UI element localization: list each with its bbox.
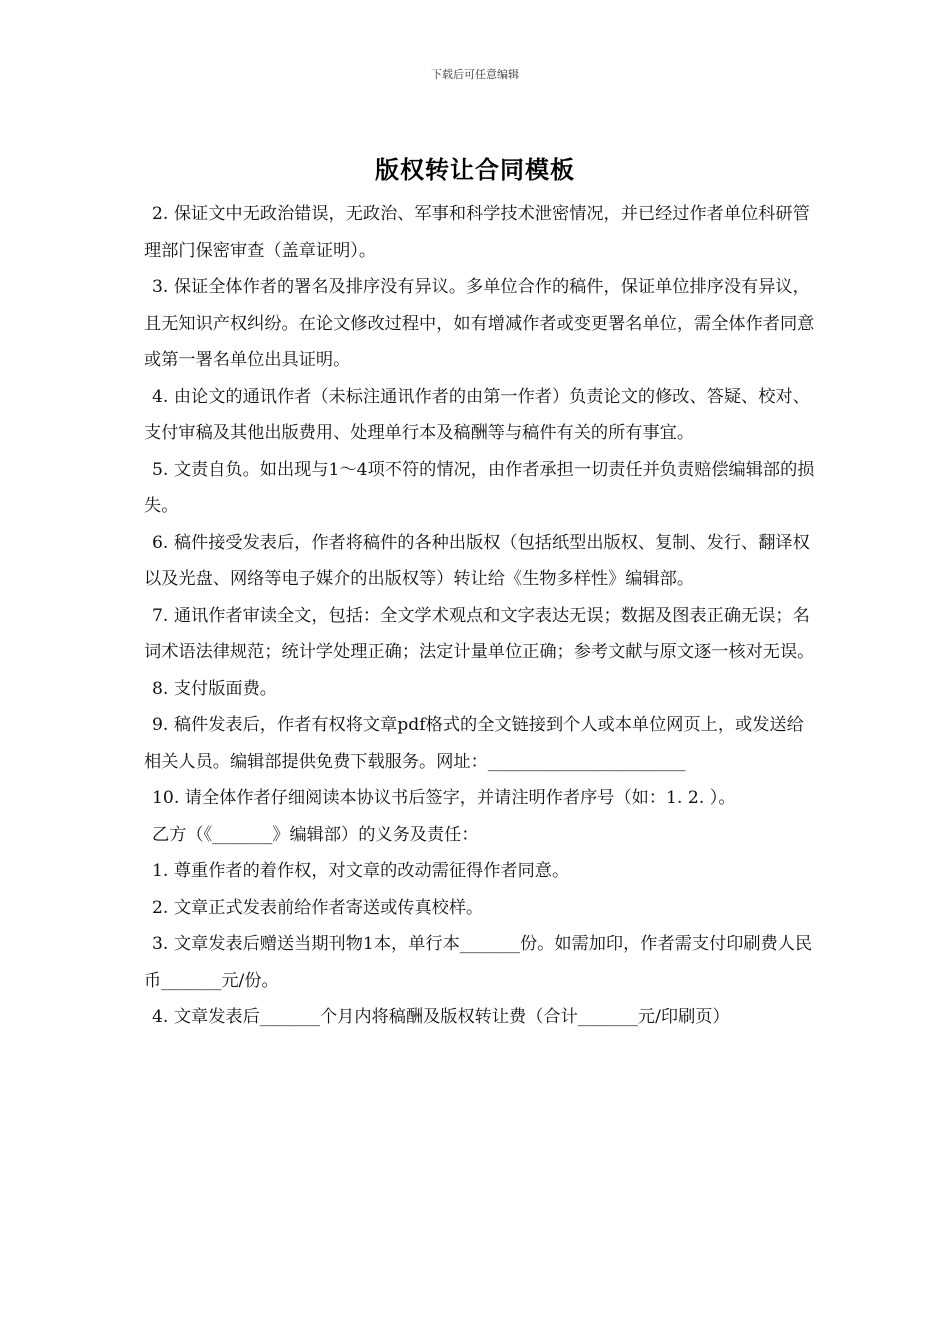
page-header-note: 下载后可任意编辑 [431, 68, 519, 81]
clause-8: 8. 支付版面费。 [152, 678, 277, 699]
party-b-clause-3: 3. 文章发表后赠送当期刊物1本，单行本_______份。如需加印，作者需支付印刷费人民币_______元/份。 [144, 934, 813, 991]
clause-3: 3. 保证全体作者的署名及排序没有异议。多单位合作的稿件，保证单位排序没有异议，且无知识产权纠纷。在论文修改过程中，如有增减作者或变更署名单位，需全体作者同意或第一署名单位出具证明。 [144, 277, 815, 370]
clause-4: 4. 由论文的通讯作者（未标注通讯作者的由第一作者）负责论文的修改、答疑、校对、支付审稿及其他出版费用、处理单行本及稿酬等与稿件有关的所有事宜。 [144, 386, 810, 443]
document-title: 版权转让合同模板 [375, 155, 575, 184]
clause-5: 5. 文责自负。如出现与1～4项不符的情况，由作者承担一切责任并负责赔偿编辑部的损失。 [144, 459, 815, 516]
clause-6: 6. 稿件接受发表后，作者将稿件的各种出版权（包括纸型出版权、复制、发行、翻译权以及光盘、网络等电子媒介的出版权等）转让给《生物多样性》编辑部。 [144, 532, 810, 589]
clause-10: 10. 请全体作者仔细阅读本协议书后签字，并请注明作者序号（如：1. 2. ）。 [152, 788, 736, 808]
clause-7: 7. 通讯作者审读全文，包括：全文学术观点和文字表达无误；数据及图表正确无误；名词术语法律规范；统计学处理正确；法定计量单位正确；参考文献与原文逐一核对无误。 [144, 605, 815, 662]
party-b-clause-1: 1. 尊重作者的着作权，对文章的改动需征得作者同意。 [152, 861, 570, 881]
document-body [144, 196, 816, 1036]
party-b-clause-4: 4. 文章发表后_______个月内将稿酬及版权转让费（合计_______元/印刷页） [152, 1007, 730, 1027]
party-b-heading: 乙方（《_______》编辑部）的义务及责任： [152, 824, 479, 845]
clause-2: 2. 保证文中无政治错误，无政治、军事和科学技术泄密情况，并已经过作者单位科研管理部门保密审查（盖章证明）。 [144, 204, 810, 261]
party-b-clause-2: 2. 文章正式发表前给作者寄送或传真校样。 [152, 897, 484, 918]
clause-9: 9. 稿件发表后，作者有权将文章pdf格式的全文链接到个人或本单位网页上，或发送给相关人员。编辑部提供免费下载服务。网址：_______________________ [144, 715, 804, 772]
